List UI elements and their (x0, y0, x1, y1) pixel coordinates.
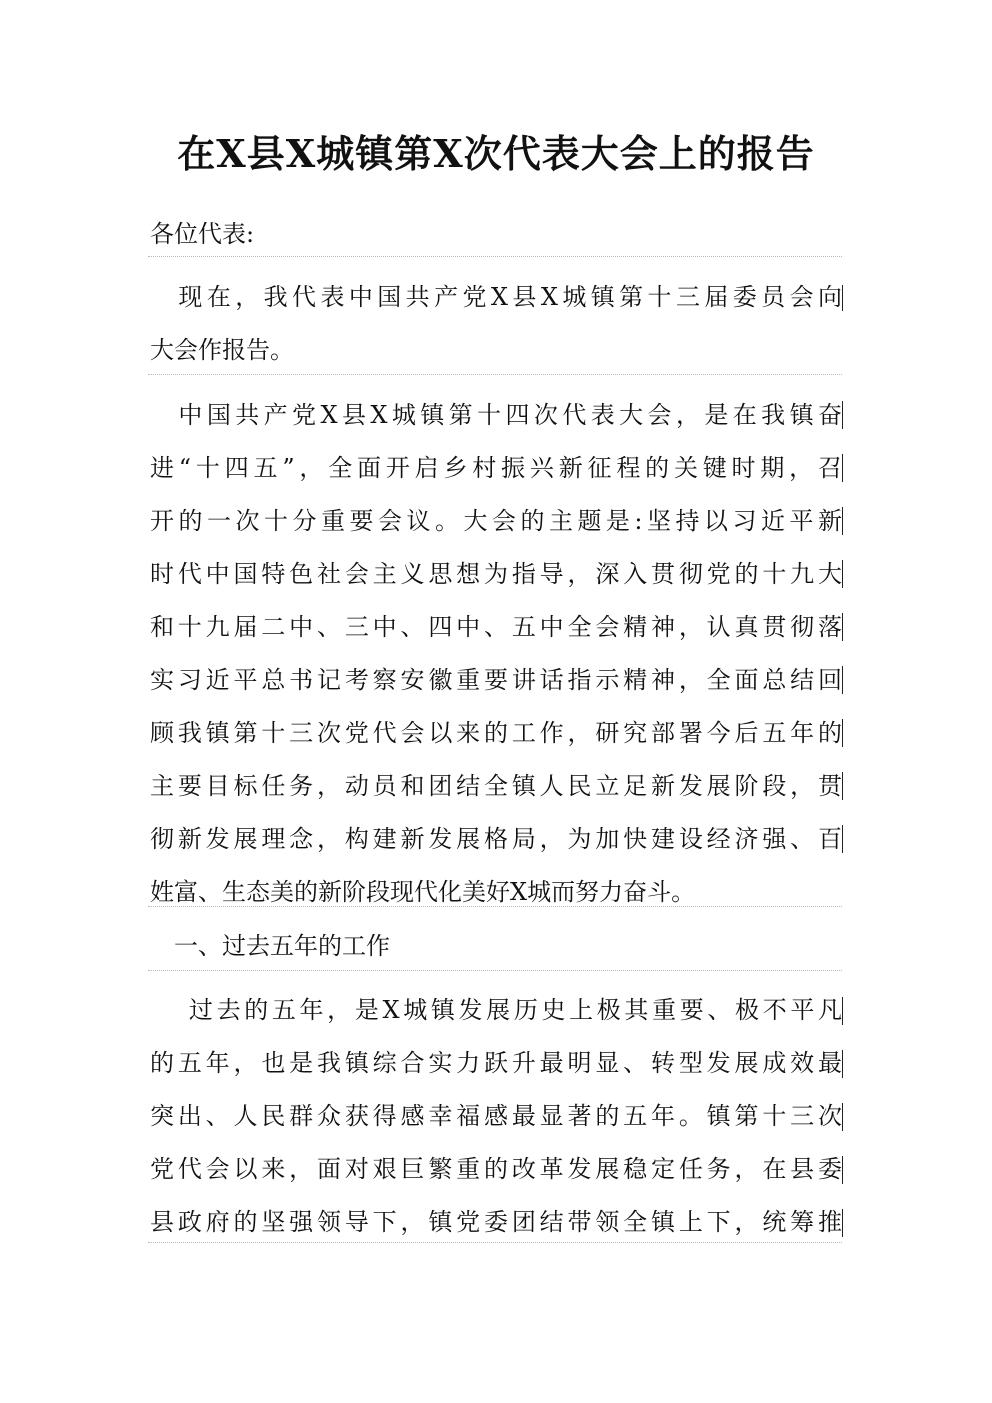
paragraph-2 (150, 389, 842, 919)
text-line: 县政府的坚强领导下，镇党委团结带领全镇上下，统筹推 (150, 1208, 842, 1236)
line-edge-marker (842, 1209, 843, 1237)
paragraph-4 (150, 984, 842, 1249)
line-edge-marker (842, 1103, 843, 1131)
text-line: 突出、人民群众获得感幸福感最显著的五年。镇第十三次 (150, 1102, 842, 1130)
line-edge-marker (842, 772, 843, 800)
line-edge-marker (842, 997, 843, 1025)
line-separator (148, 906, 842, 907)
text-line: 的五年，也是我镇综合实力跃升最明显、转型发展成效最 (150, 1049, 842, 1077)
line-separator (148, 1242, 842, 1243)
text-line: 主要目标任务，动员和团结全镇人民立足新发展阶段，贯 (150, 772, 842, 800)
line-edge-marker (842, 285, 843, 311)
text-line: 进“十四五”，全面开启乡村振兴新征程的关键时期，召 (150, 454, 842, 482)
text-line: 姓富、生态美的新阶段现代化美好X城而努力奋斗。 (150, 878, 696, 906)
text-line: 开的一次十分重要会议。大会的主题是:坚持以习近平新 (150, 507, 842, 535)
line-edge-marker (842, 401, 843, 429)
text-line: 中国共产党X县X城镇第十四次代表大会，是在我镇奋 (150, 401, 842, 429)
line-edge-marker (842, 825, 843, 853)
salutation (150, 208, 842, 261)
text-line: 和十九届二中、三中、四中、五中全会精神，认真贯彻落 (150, 613, 842, 641)
salutation-text: 各位代表: (150, 220, 255, 248)
line-separator (148, 256, 842, 257)
line-separator (148, 970, 842, 971)
line-edge-marker (842, 719, 843, 747)
text-line: 现在，我代表中国共产党X县X城镇第十三届委员会向 (150, 283, 842, 311)
text-line: 党代会以来，面对艰巨繁重的改革发展稳定任务，在县委 (150, 1155, 842, 1183)
line-edge-marker (842, 560, 843, 588)
line-edge-marker (842, 666, 843, 694)
line-separator (148, 374, 842, 375)
text-line: 大会作报告。 (150, 336, 294, 364)
text-line: 实习近平总书记考察安徽重要讲话指示精神，全面总结回 (150, 666, 842, 694)
paragraph-1 (150, 271, 842, 377)
text-line: 时代中国特色社会主义思想为指导，深入贯彻党的十九大 (150, 560, 842, 588)
section-heading-text: 一、过去五年的工作 (150, 932, 390, 960)
line-edge-marker (842, 507, 843, 535)
section-heading (150, 920, 842, 973)
document-title: 在X县X城镇第X次代表大会上的报告 (177, 131, 815, 176)
text-line: 彻新发展理念，构建新发展格局，为加快建设经济强、百 (150, 825, 842, 853)
line-edge-marker (842, 1050, 843, 1078)
line-edge-marker (842, 613, 843, 641)
line-edge-marker (842, 1156, 843, 1184)
text-line: 顾我镇第十三次党代会以来的工作，研究部署今后五年的 (150, 719, 842, 747)
line-edge-marker (842, 454, 843, 482)
text-line: 过去的五年，是X城镇发展历史上极其重要、极不平凡 (150, 996, 842, 1024)
